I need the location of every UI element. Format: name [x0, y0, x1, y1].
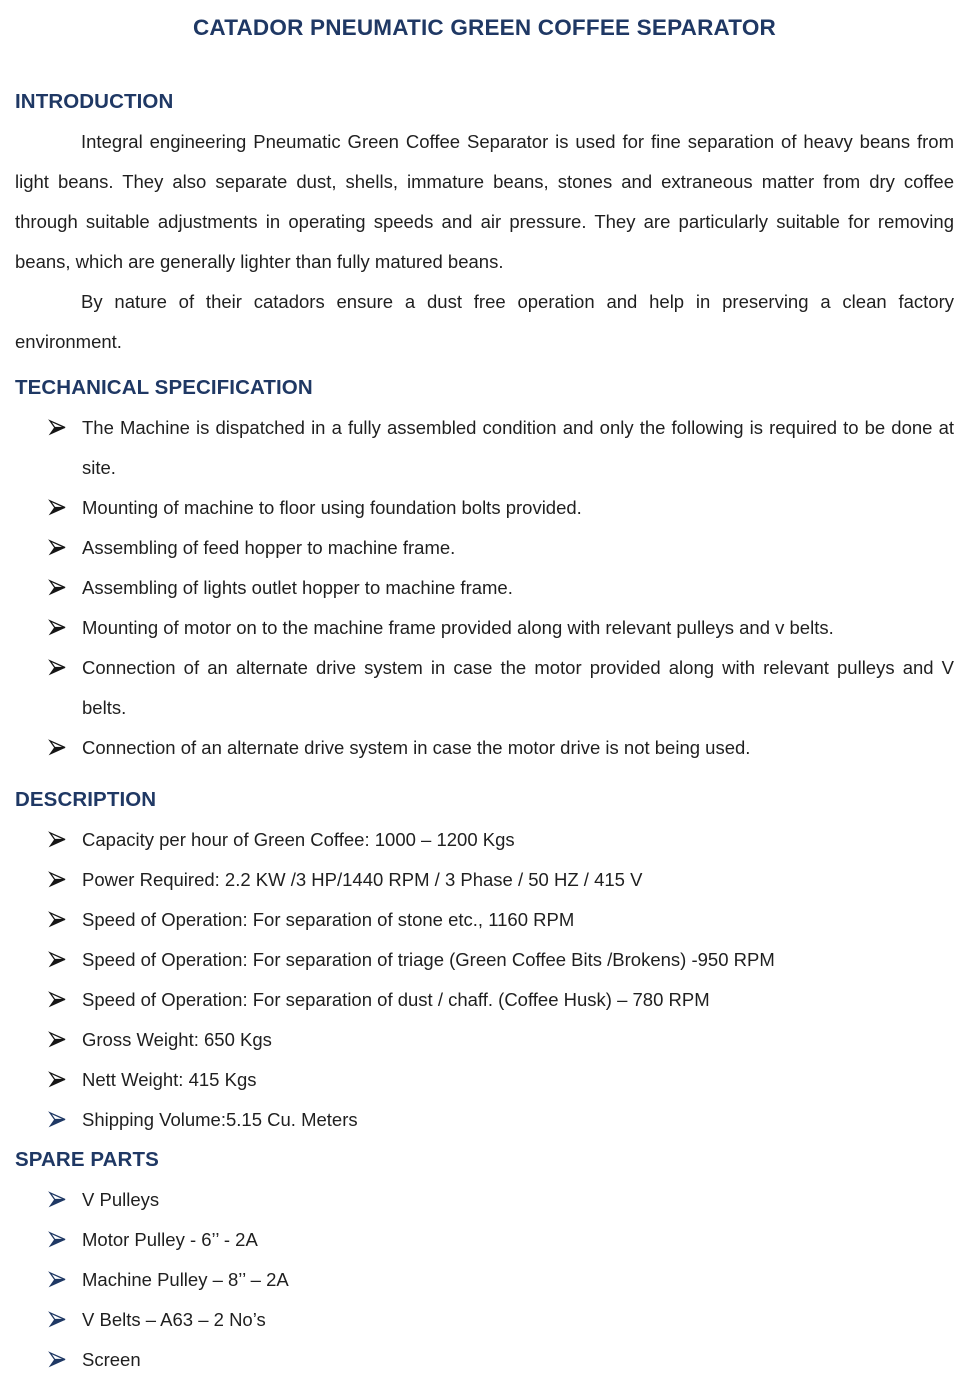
list-item-text: Shipping Volume:5.15 Cu. Meters	[82, 1109, 358, 1130]
list-item	[15, 528, 954, 568]
list-item-text: Machine Pulley – 8’’ – 2A	[82, 1269, 289, 1290]
section-heading: INTRODUCTION	[15, 90, 174, 113]
list-item-text: Screen	[82, 1349, 141, 1370]
arrow-bullet-icon	[48, 1310, 67, 1329]
bullet-list	[15, 408, 954, 768]
arrow-bullet-icon	[48, 1110, 67, 1129]
list-item	[15, 860, 954, 900]
arrow-bullet-icon	[48, 990, 67, 1009]
list-item	[15, 1020, 954, 1060]
section-spare-parts	[15, 1140, 954, 1380]
list-item	[15, 940, 954, 980]
list-item	[15, 900, 954, 940]
list-item-text: V Belts – A63 – 2 No’s	[82, 1309, 266, 1330]
list-item	[15, 568, 954, 608]
list-item	[15, 1060, 954, 1100]
section-heading: DESCRIPTION	[15, 788, 157, 811]
list-item-text: Assembling of lights outlet hopper to machine frame.	[82, 577, 513, 598]
list-item	[15, 980, 954, 1020]
list-item	[15, 1300, 954, 1340]
list-item-text: Assembling of feed hopper to machine frame.	[82, 537, 456, 558]
list-item-text: The Machine is dispatched in a fully assembled condition and only the following is required to be done at site.	[82, 417, 954, 478]
arrow-bullet-icon	[48, 1270, 67, 1289]
list-item-text: Motor Pulley - 6’’ - 2A	[82, 1229, 258, 1250]
list-item	[15, 728, 954, 768]
arrow-bullet-icon	[48, 578, 67, 597]
arrow-bullet-icon	[48, 870, 67, 889]
list-item-text: Mounting of motor on to the machine frame provided along with relevant pulleys and v belts.	[82, 617, 834, 638]
list-item	[15, 608, 954, 648]
arrow-bullet-icon	[48, 1350, 67, 1369]
document-page	[15, 8, 954, 1380]
arrow-bullet-icon	[48, 618, 67, 637]
list-item-text: Connection of an alternate drive system in case the motor drive is not being used.	[82, 737, 751, 758]
list-item	[15, 1340, 954, 1380]
list-item-text: Nett Weight: 415 Kgs	[82, 1069, 257, 1090]
list-item	[15, 1180, 954, 1220]
list-item-text: V Pulleys	[82, 1189, 160, 1210]
list-item	[15, 648, 954, 728]
bullet-list	[15, 820, 954, 1140]
arrow-bullet-icon	[48, 910, 67, 929]
list-item	[15, 1100, 954, 1140]
arrow-bullet-icon	[48, 830, 67, 849]
list-item	[15, 488, 954, 528]
section-heading: SPARE PARTS	[15, 1148, 159, 1171]
arrow-bullet-icon	[48, 738, 67, 757]
arrow-bullet-icon	[48, 658, 67, 677]
section-technical-specification	[15, 368, 954, 768]
list-item-text: Speed of Operation: For separation of stone etc., 1160 RPM	[82, 909, 575, 930]
list-item-text: Speed of Operation: For separation of triage (Green Coffee Bits /Brokens) -950 RPM	[82, 949, 775, 970]
list-item	[15, 1220, 954, 1260]
arrow-bullet-icon	[48, 950, 67, 969]
arrow-bullet-icon	[48, 418, 67, 437]
list-item-text: Gross Weight: 650 Kgs	[82, 1029, 272, 1050]
paragraph: Integral engineering Pneumatic Green Coffee Separator is used for fine separation of heavy beans from light beans. They also separate dust, shells, immature beans, stones and extraneous matter from dry coffee through suitable adjustments in operating speeds and air pressure. They are particularly suitable for removing beans, which are generally lighter than fully matured beans.	[15, 131, 954, 272]
section-description	[15, 780, 954, 1140]
arrow-bullet-icon	[48, 1230, 67, 1249]
list-item-text: Mounting of machine to floor using foundation bolts provided.	[82, 497, 582, 518]
arrow-bullet-icon	[48, 1190, 67, 1209]
list-item	[15, 408, 954, 488]
list-item	[15, 1260, 954, 1300]
page-title: CATADOR PNEUMATIC GREEN COFFEE SEPARATOR	[192, 15, 776, 40]
list-item-text: Connection of an alternate drive system in case the motor provided along with relevant pulleys and V belts.	[82, 657, 954, 718]
arrow-bullet-icon	[48, 1030, 67, 1049]
list-item-text: Speed of Operation: For separation of dust / chaff. (Coffee Husk) – 780 RPM	[82, 989, 710, 1010]
list-item	[15, 820, 954, 860]
arrow-bullet-icon	[48, 1070, 67, 1089]
bullet-list	[15, 1180, 954, 1380]
section-introduction	[15, 82, 954, 362]
arrow-bullet-icon	[48, 498, 67, 517]
section-heading: TECHANICAL SPECIFICATION	[15, 376, 313, 399]
list-item-text: Power Required: 2.2 KW /3 HP/1440 RPM / 3 Phase / 50 HZ / 415 V	[82, 869, 643, 890]
list-item-text: Capacity per hour of Green Coffee: 1000 – 1200 Kgs	[82, 829, 515, 850]
paragraph: By nature of their catadors ensure a dust free operation and help in preserving a clean factory environment.	[15, 291, 954, 352]
arrow-bullet-icon	[48, 538, 67, 557]
